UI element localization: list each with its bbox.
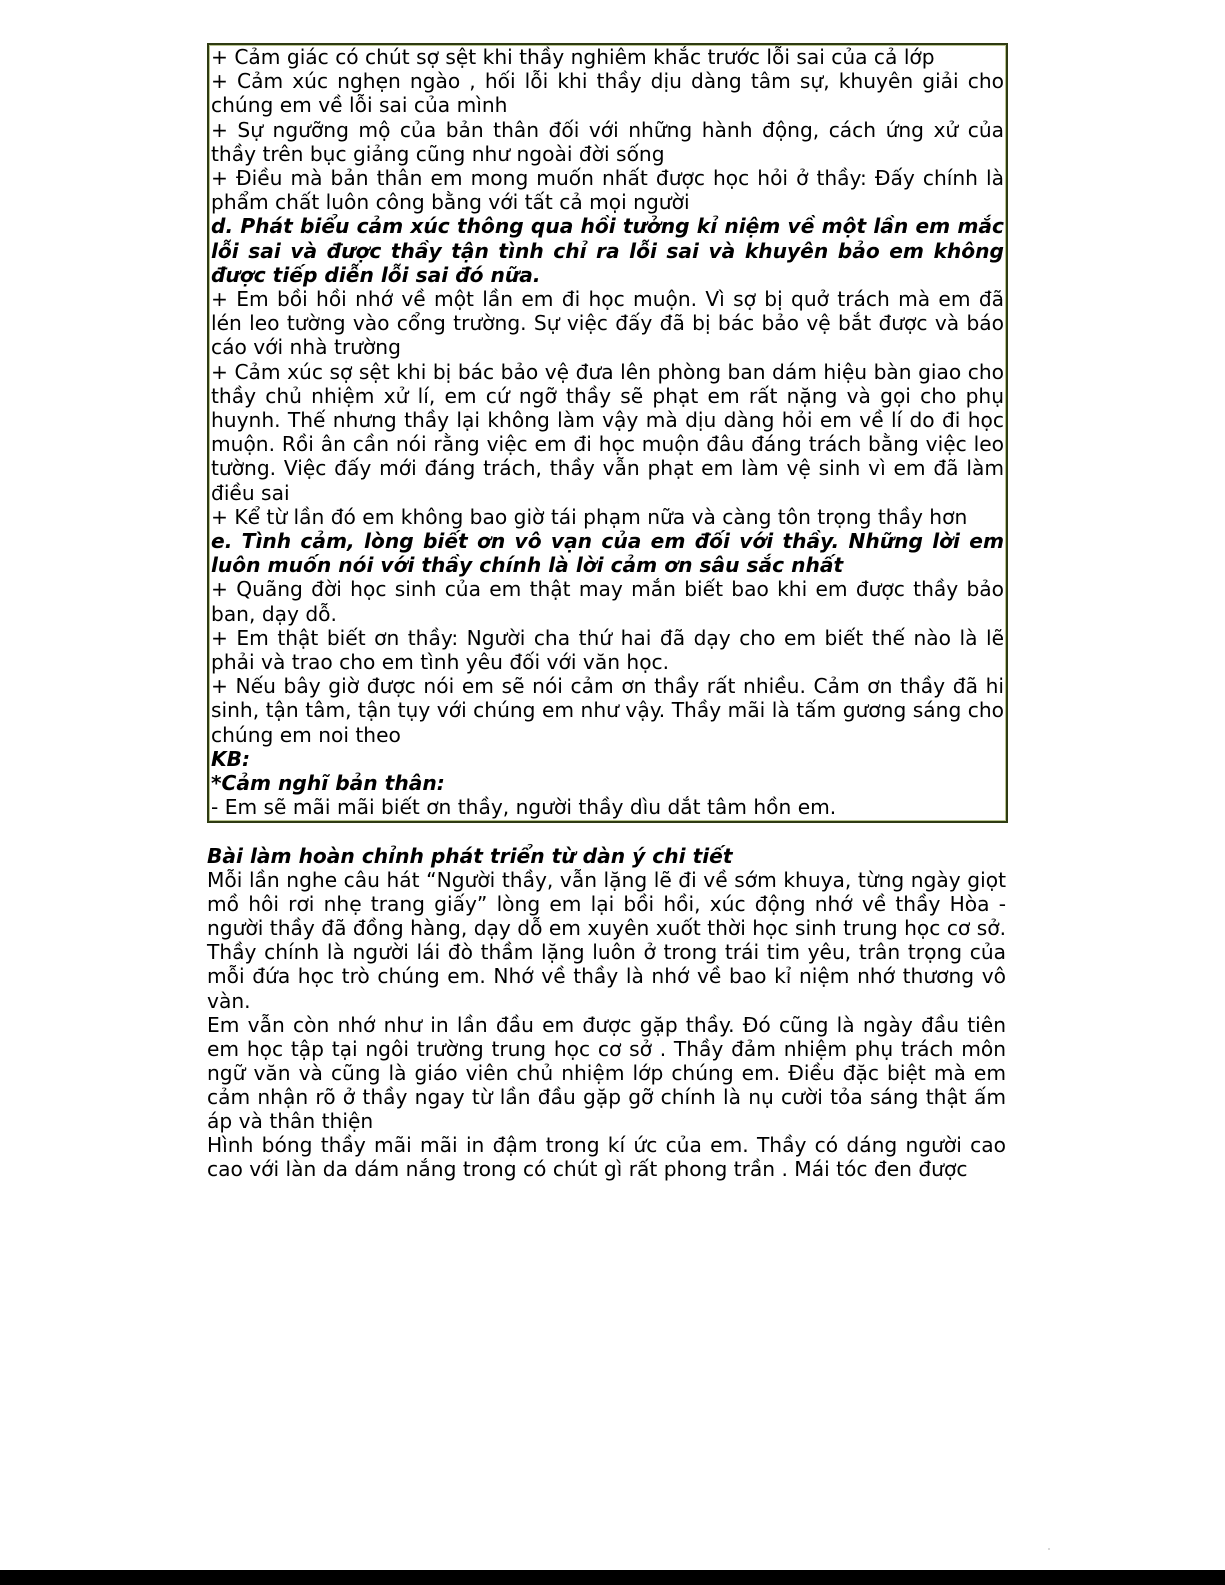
speck-mark bbox=[1048, 1548, 1050, 1550]
outline-heading-cam-nghi: *Cảm nghĩ bản thân: bbox=[211, 771, 445, 796]
bottom-edge-bar bbox=[0, 1570, 1225, 1585]
outline-heading-d: d. Phát biểu cảm xúc thông qua hồi tưởng kỉ niệm về một lần em mắc lỗi sai và được thầy tận tình chỉ ra lỗi sai và khuyên bảo em không được tiếp diễn lỗi sai đó nữa. bbox=[211, 214, 1004, 287]
outline-line-1: + Cảm giác có chút sợ sệt khi thầy nghiêm khắc trước lỗi sai của cả lớp bbox=[211, 45, 935, 69]
outline-line-10: + Quãng đời học sinh của em thật may mắn biết bao khi em được thầy bảo ban, dạy dỗ. bbox=[211, 577, 1004, 626]
outline-line-2: + Cảm xúc nghẹn ngào , hối lỗi khi thầy dịu dàng tâm sự, khuyên giải cho chúng em về lỗi sai của mình bbox=[211, 69, 1004, 118]
outline-line-15: - Em sẽ mãi mãi biết ơn thầy, người thầy dìu dắt tâm hồn em. bbox=[211, 795, 837, 820]
essay-section bbox=[207, 844, 1006, 1181]
outline-heading-e: e. Tình cảm, lòng biết ơn vô vạn của em đối với thầy. Những lời em luôn muốn nói với thầy chính là lời cảm ơn sâu sắc nhất bbox=[211, 529, 1004, 578]
outline-line-3: + Sự ngưỡng mộ của bản thân đối với những hành động, cách ứng xử của thầy trên bục giảng cũng như ngoài đời sống bbox=[211, 117, 1004, 166]
outline-line-6: + Em bồi hồi nhớ về một lần em đi học muộn. Vì sợ bị quở trách mà em đã lén leo tường vào cổng trường. Sự việc đấy đã bị bác bảo vệ bắt được và báo cáo với nhà trường bbox=[211, 287, 1004, 360]
outline-line-4: + Điều mà bản thân em mong muốn nhất được học hỏi ở thầy: Đấy chính là phẩm chất luôn công bằng với tất cả mọi người bbox=[211, 166, 1004, 215]
outline-line-7: + Cảm xúc sợ sệt khi bị bác bảo vệ đưa lên phòng ban dám hiệu bàn giao cho thầy chủ nhiệm xử lí, em cứ ngỡ thầy sẽ phạt em rất nặng và gọi cho phụ huynh. Thế nhưng thầy lại không làm vậy mà dịu dàng hỏi em về lí do đi học muộn. Rồi ân cần nói rằng việc em đi học muộn đâu đáng trách bằng việc leo tường. Việc đấy mới đáng trách, thầy vẫn phạt em làm vệ sinh vì em đã làm điều sai bbox=[211, 359, 1004, 505]
essay-heading: Bài làm hoàn chỉnh phát triển từ dàn ý chi tiết bbox=[207, 844, 733, 868]
outline-box bbox=[207, 43, 1008, 823]
outline-line-11: + Em thật biết ơn thầy: Người cha thứ hai đã dạy cho em biết thế nào là lẽ phải và trao cho em tình yêu đối với văn học. bbox=[211, 625, 1004, 675]
essay-paragraph-2: Em vẫn còn nhớ như in lần đầu em được gặp thầy. Đó cũng là ngày đầu tiên em học tập tại ngôi trường trung học cơ sở . Thầy đảm nhiệm phụ trách môn ngữ văn và cũng là giáo viên chủ nhiệm lớp chúng em. Điều đặc biệt mà em cảm nhận rõ ở thầy ngay từ lần đầu gặp gỡ chính là nụ cười tỏa sáng thật ấm áp và thân thiện bbox=[207, 1012, 1006, 1134]
outline-line-12: + Nếu bây giờ được nói em sẽ nói cảm ơn thầy rất nhiều. Cảm ơn thầy đã hi sinh, tận tâm, tận tụy với chúng em như vậy. Thầy mãi là tấm gương sáng cho chúng em noi theo bbox=[211, 674, 1004, 747]
outline-heading-kb: KB: bbox=[211, 746, 251, 771]
essay-paragraph-1: Mỗi lần nghe câu hát “Người thầy, vẫn lặng lẽ đi về sớm khuya, từng ngày giọt mồ hôi rơi nhẹ trang giấy” lòng em lại bồi hồi, xúc động nhớ về thầy Hòa - người thầy đã đồng hàng, dạy dỗ em xuyên xuốt thời học sinh trung học cơ sở. Thầy chính là người lái đò thầm lặng luôn ở trong trái tim yêu, trân trọng của mỗi đứa học trò chúng em. Nhớ về thầy là nhớ về bao kỉ niệm nhớ thương vô vàn. bbox=[207, 868, 1006, 1013]
outline-line-8: + Kể từ lần đó em không bao giờ tái phạm nữa và càng tôn trọng thầy hơn bbox=[211, 504, 968, 529]
essay-paragraph-3: Hình bóng thầy mãi mãi in đậm trong kí ức của em. Thầy có dáng người cao cao với làn da dám nắng trong có chút gì rất phong trần . Mái tóc đen được bbox=[207, 1133, 1006, 1182]
